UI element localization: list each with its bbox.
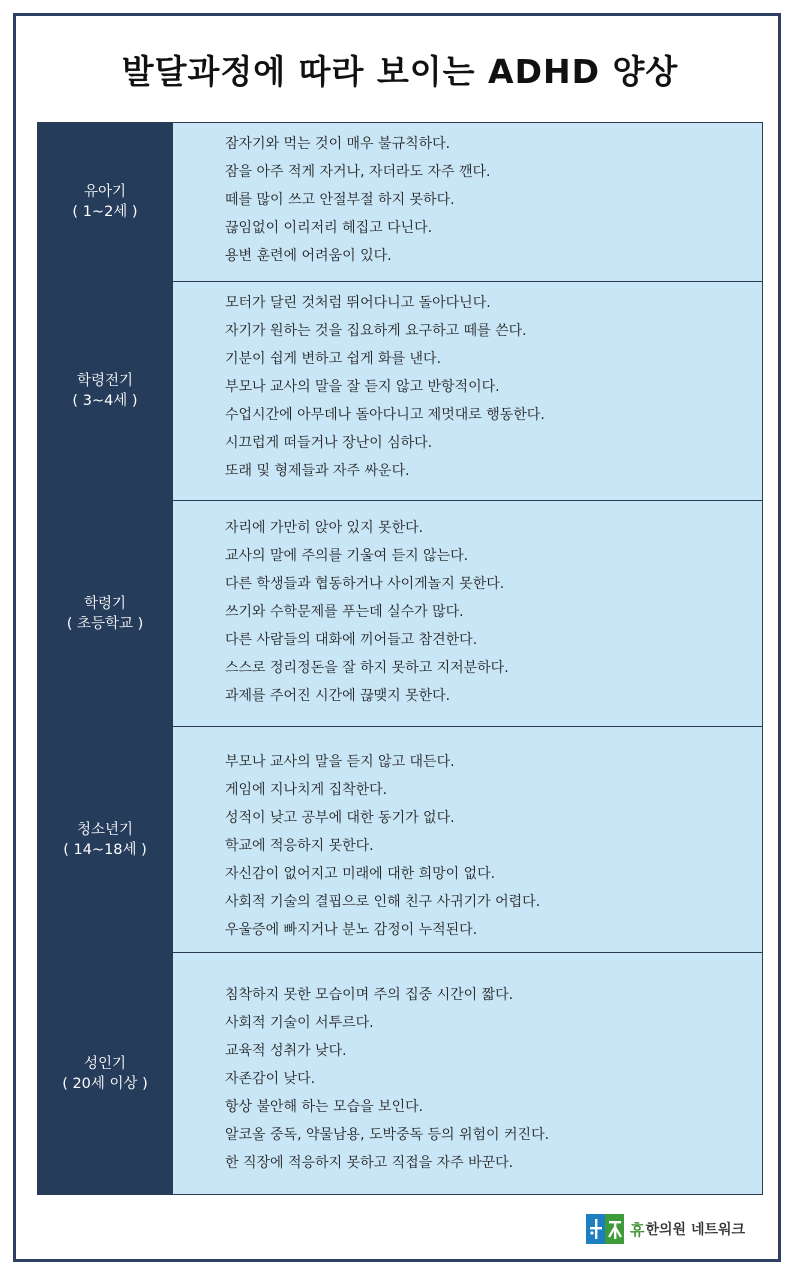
stage-label-cell <box>38 123 172 281</box>
list-item: 잠을 아주 적게 자거나, 자더라도 자주 깬다. <box>225 164 491 180</box>
list-item: 사회적 기술이 서투르다. <box>225 1015 374 1031</box>
list-item: 자기가 원하는 것을 집요하게 요구하고 떼를 쓴다. <box>225 323 527 339</box>
adhd-stage-table <box>37 122 763 1195</box>
symptom-list <box>172 282 762 500</box>
stage-age: ( 초등학교 ) <box>66 615 144 632</box>
list-item: 침착하지 못한 모습이며 주의 집중 시간이 짧다. <box>225 987 514 1003</box>
symptom-list <box>172 501 762 726</box>
stage-age: ( 14~18세 ) <box>63 841 147 858</box>
stage-age: ( 1~2세 ) <box>72 204 138 220</box>
list-item: 시끄럽게 떠들거나 장난이 심하다. <box>225 435 433 451</box>
page-title: 발달과정에 따라 보이는 ADHD 양상 <box>121 52 679 91</box>
logo-brand-text: 휴 <box>630 1220 645 1239</box>
stage-label-cell <box>38 953 172 1194</box>
list-item: 사회적 기술의 결핍으로 인해 친구 사귀기가 어렵다. <box>225 894 541 910</box>
list-item: 우울증에 빠지거나 분노 감정이 누적된다. <box>225 922 478 938</box>
stage-name: 학령기 <box>83 595 127 612</box>
list-item: 부모나 교사의 말을 잘 듣지 않고 반항적이다. <box>225 379 500 395</box>
list-item: 과제를 주어진 시간에 끊맺지 못한다. <box>225 688 451 704</box>
stage-name: 유아기 <box>83 184 127 200</box>
list-item: 교사의 말에 주의를 기울여 듣지 않는다. <box>225 548 469 564</box>
stage-label-cell <box>38 501 172 726</box>
list-item: 항상 불안해 하는 모습을 보인다. <box>225 1099 424 1115</box>
stage-label-cell <box>38 282 172 500</box>
logo-network-text: 한의원 네트워크 <box>645 1222 746 1238</box>
list-item: 자리에 가만히 앉아 있지 못한다. <box>225 520 424 536</box>
list-item: 용변 훈련에 어려움이 있다. <box>225 248 392 264</box>
list-item: 쓰기와 수학문제를 푸는데 실수가 많다. <box>225 604 464 620</box>
list-item: 수업시간에 아무데나 돌아다니고 제멋대로 행동한다. <box>225 407 545 423</box>
list-item: 자신감이 없어지고 미래에 대한 희망이 없다. <box>225 866 496 882</box>
stage-name: 성인기 <box>83 1055 127 1072</box>
table-row <box>38 727 762 953</box>
symptom-list <box>172 953 762 1194</box>
symptom-list <box>172 123 762 281</box>
logo-mark-icon <box>586 1214 624 1244</box>
list-item: 다른 사람들의 대화에 끼어들고 참견한다. <box>225 632 478 648</box>
table-row <box>38 953 762 1194</box>
list-item: 모터가 달린 것처럼 뛰어다니고 돌아다닌다. <box>225 295 491 311</box>
list-item: 한 직장에 적응하지 못하고 직접을 자주 바꾼다. <box>225 1155 514 1171</box>
stage-label-cell <box>38 727 172 952</box>
list-item: 끊임없이 이리저리 헤집고 다닌다. <box>225 220 433 236</box>
list-item: 또래 및 형제들과 자주 싸운다. <box>225 463 410 479</box>
table-row <box>38 123 762 282</box>
stage-name: 학령전기 <box>76 373 134 389</box>
stage-age: ( 20세 이상 ) <box>62 1075 148 1092</box>
list-item: 부모나 교사의 말을 듣지 않고 대든다. <box>225 754 455 770</box>
list-item: 성적이 낮고 공부에 대한 동기가 없다. <box>225 810 455 826</box>
stage-age: ( 3~4세 ) <box>72 393 138 409</box>
clinic-logo <box>586 1214 745 1244</box>
table-row <box>38 282 762 501</box>
list-item: 알코올 중독, 약물남용, 도박중독 등의 위험이 커진다. <box>225 1127 550 1143</box>
list-item: 학교에 적응하지 못한다. <box>225 838 374 854</box>
list-item: 떼를 많이 쓰고 안절부절 하지 못하다. <box>225 192 455 208</box>
list-item: 스스로 정리정돈을 잘 하지 못하고 지저분하다. <box>225 660 509 676</box>
table-row <box>38 501 762 727</box>
list-item: 게임에 지나치게 집착한다. <box>225 782 388 798</box>
list-item: 잠자기와 먹는 것이 매우 불규칙하다. <box>225 136 451 152</box>
list-item: 기분이 쉽게 변하고 쉽게 화를 낸다. <box>225 351 442 367</box>
list-item: 자존감이 낮다. <box>225 1071 316 1087</box>
list-item: 다른 학생들과 협동하거나 사이게놀지 못한다. <box>225 576 505 592</box>
symptom-list <box>172 727 762 952</box>
list-item: 교육적 성취가 낮다. <box>225 1043 347 1059</box>
stage-name: 청소년기 <box>76 821 134 838</box>
